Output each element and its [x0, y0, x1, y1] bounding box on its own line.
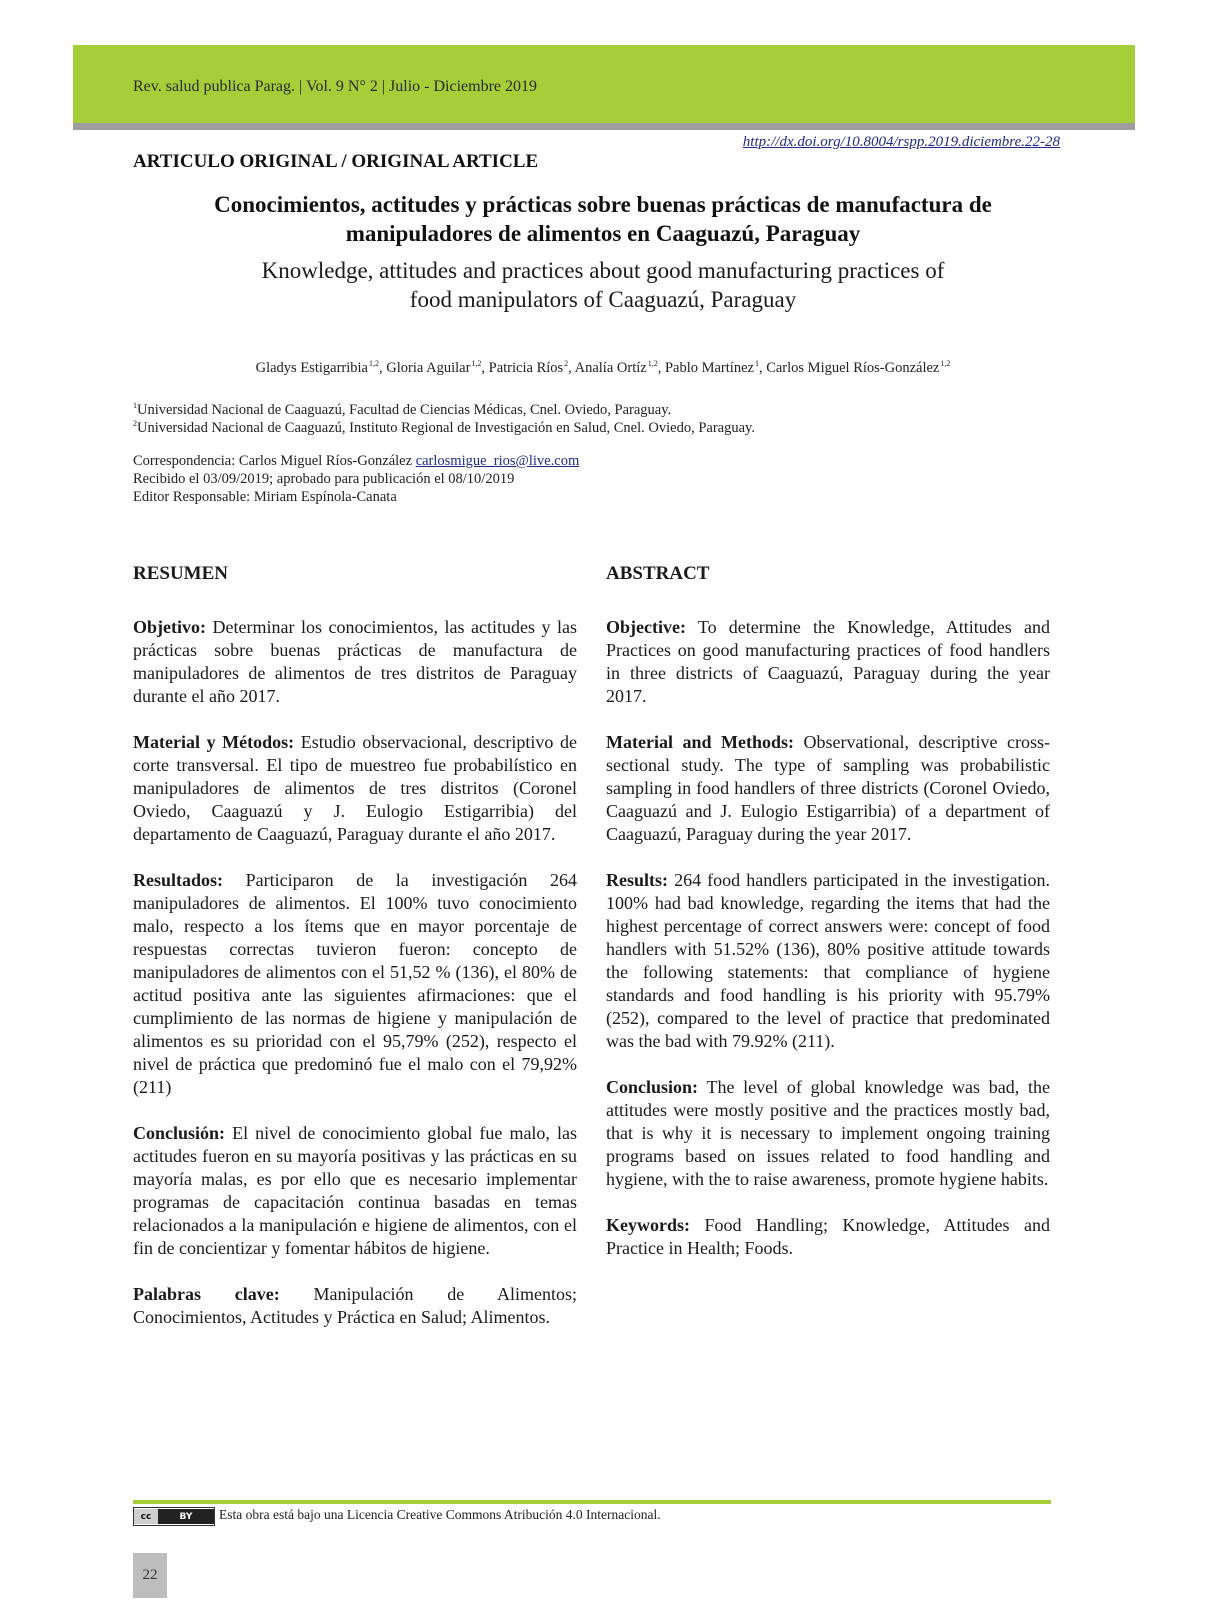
- paragraph-label: Material y Métodos:: [133, 732, 295, 752]
- title-english-line: Knowledge, attitudes and practices about good manufacturing practices of: [261, 258, 945, 283]
- paragraph-label: Material and Methods:: [606, 732, 795, 752]
- paragraph-label: Results:: [606, 870, 668, 890]
- author-name: Patricia Ríos: [488, 360, 564, 376]
- section-label: ARTICULO ORIGINAL / ORIGINAL ARTICLE: [133, 151, 539, 172]
- paragraph-label: Conclusion:: [606, 1077, 699, 1097]
- author-name: Pablo Martínez: [664, 360, 754, 376]
- resumen-paragraph: [133, 869, 577, 1099]
- resumen-heading: RESUMEN: [133, 563, 229, 584]
- page-number: 22: [133, 1553, 167, 1598]
- resumen-column: [133, 562, 577, 1352]
- author-affiliation-marker: 1,2: [368, 359, 379, 368]
- license-text: Esta obra está bajo una Licencia Creative Commons Atribución 4.0 Internacional.: [219, 1507, 661, 1522]
- paragraph-label: Conclusión:: [133, 1123, 226, 1143]
- paragraph-label: Objective:: [606, 617, 686, 637]
- doi-link[interactable]: http://dx.doi.org/10.8004/rspp.2019.diciembre.22-28: [742, 134, 1060, 150]
- paragraph-text: The level of global knowledge was bad, the attitudes were mostly positive and the practices mostly bad, that is why it is necessary to implement ongoing training programs based on issues related to food handling and hygiene, with the to raise awareness, promote hygiene habits.: [606, 1077, 1050, 1189]
- title-english-line: food manipulators of Caaguazú, Paraguay: [409, 287, 797, 312]
- footer-rule: [133, 1500, 1051, 1504]
- paragraph-text: Participaron de la investigación 264 manipuladores de alimentos. El 100% tuvo conocimiento malo, respecto a los ítems que en mayor porcentaje de respuestas correctas tuvieron fueron: concepto de manipuladores de alimentos con el 51,52 % (136), el 80% de actitud positiva ante las siguientes afirmaciones: que el cumplimiento de las normas de higiene y manipulación de alimentos es su prioridad con el 95,79% (252), respecto el nivel de práctica que predominó fue el malo con el 79,92% (211): [133, 870, 577, 1097]
- paragraph-text: Determinar los conocimientos, las actitudes y las prácticas sobre buenas prácticas de manufactura de manipuladores de alimentos de tres distritos de Paraguay durante el año 2017.: [133, 617, 577, 706]
- author-name: Analía Ortíz: [574, 360, 647, 376]
- author-affiliation-marker: 1: [754, 359, 759, 368]
- abstract-column: [606, 562, 1050, 1283]
- paragraph-label: Palabras clave:: [133, 1284, 280, 1304]
- paragraph-text: Manipulación de Alimentos; Conocimientos, Actitudes y Práctica en Salud; Alimentos.: [133, 1284, 577, 1327]
- paragraph-text: To determine the Knowledge, Attitudes and Practices on good manufacturing practices of food handlers in three districts of Caaguazú, Paraguay during the year 2017.: [606, 617, 1050, 706]
- paragraph-label: Keywords:: [606, 1215, 690, 1235]
- creative-commons-badge[interactable]: [133, 1507, 215, 1526]
- cc-icon: cc: [134, 1509, 158, 1524]
- title-english: [133, 256, 1073, 314]
- paragraph-text: El nivel de conocimiento global fue malo, las actitudes fueron en su mayoría positivas y las prácticas en su mayoría malas, es por ello que es necesario implementar programas de capacitación continua basadas en temas relacionados a la manipulación e higiene de alimentos, con el fin de concientizar y fomentar hábitos de higiene.: [133, 1123, 577, 1258]
- resumen-paragraph: [133, 731, 577, 846]
- received-dates: Recibido el 03/09/2019; aprobado para publicación el 08/10/2019: [133, 471, 515, 487]
- paragraph-text: 264 food handlers participated in the investigation. 100% had bad knowledge, regarding the items that had the highest percentage of correct answers were: concept of food handlers with 51.52% (136), 80% positive attitude towards the following statements: that compliance of hygiene standards and food handling is his priority with 95.79% (252), compared to the level of practice that predominated was the bad with 79.92% (211).: [606, 870, 1050, 1051]
- affiliation: [133, 415, 755, 437]
- responsible-editor: Editor Responsable: Miriam Espínola-Canata: [133, 489, 397, 505]
- author-list: Gladys Estigarribia$^{1,2}$, Gloria Aguilar$^{1,2}$, Patricia Ríos$^2$, Analía Ortíz$^{1,2}$, Pablo Martínez$^1$, Carlos Miguel Ríos-González$^{1,2}$: [255, 359, 951, 376]
- author-affiliation-marker: 1,2: [471, 359, 482, 368]
- paragraph-text: Observational, descriptive cross-sectional study. The type of sampling was probabilistic sampling in food handlers of three districts (Coronel Oviedo, Caaguazú and J. Eulogio Estigarribia) of a department of Caaguazú, Paraguay during the year 2017.: [606, 732, 1050, 844]
- paragraph-text: Food Handling; Knowledge, Attitudes and Practice in Health; Foods.: [606, 1215, 1051, 1258]
- correspondence-label: Correspondencia: Carlos Miguel Ríos-González: [133, 453, 413, 469]
- abstract-paragraph: [606, 1076, 1050, 1191]
- resumen-paragraph: [133, 1122, 577, 1260]
- header-rule: [73, 123, 1135, 130]
- author-name: Carlos Miguel Ríos-González: [766, 360, 940, 376]
- affiliation-text: Universidad Nacional de Caaguazú, Facultad de Ciencias Médicas, Cnel. Oviedo, Paraguay.: [137, 402, 672, 418]
- author-affiliation-marker: 2: [564, 359, 569, 368]
- correspondence-email-link[interactable]: carlosmigue_rios@live.com: [415, 453, 580, 469]
- paragraph-label: Resultados:: [133, 870, 224, 890]
- author-affiliation-marker: 1,2: [940, 359, 951, 368]
- title-spanish-line: Conocimientos, actitudes y prácticas sobre buenas prácticas de manufactura de: [214, 192, 992, 217]
- affiliation-text: Universidad Nacional de Caaguazú, Instituto Regional de Investigación en Salud, Cnel. Oviedo, Paraguay.: [137, 420, 755, 436]
- author-affiliation-marker: 1,2: [647, 359, 658, 368]
- resumen-paragraph: [133, 1283, 577, 1329]
- paragraph-text: Estudio observacional, descriptivo de corte transversal. El tipo de muestreo fue probabilístico en manipuladores de alimentos de tres distritos (Coronel Oviedo, Caaguazú y J. Eulogio Estigarribia) del departamento de Caaguazú, Paraguay durante el año 2017.: [133, 732, 577, 844]
- resumen-paragraph: [133, 616, 577, 708]
- title-spanish-line: manipuladores de alimentos en Caaguazú, Paraguay: [345, 221, 861, 246]
- author-name: Gloria Aguilar: [386, 360, 471, 376]
- correspondence: [133, 452, 579, 470]
- title-spanish: [133, 190, 1073, 248]
- abstract-paragraph: [606, 731, 1050, 846]
- paragraph-label: Objetivo:: [133, 617, 206, 637]
- journal-citation: Rev. salud publica Parag. | Vol. 9 N° 2 | Julio - Diciembre 2019: [133, 78, 538, 95]
- by-icon: BY: [158, 1509, 214, 1524]
- abstract-heading: ABSTRACT: [606, 563, 710, 584]
- abstract-paragraph: [606, 1214, 1050, 1260]
- affiliation-number: 1: [133, 401, 137, 410]
- abstract-paragraph: [606, 869, 1050, 1053]
- abstract-paragraph: [606, 616, 1050, 708]
- affiliation-number: 2: [133, 419, 137, 428]
- author-name: Gladys Estigarribia: [255, 360, 368, 376]
